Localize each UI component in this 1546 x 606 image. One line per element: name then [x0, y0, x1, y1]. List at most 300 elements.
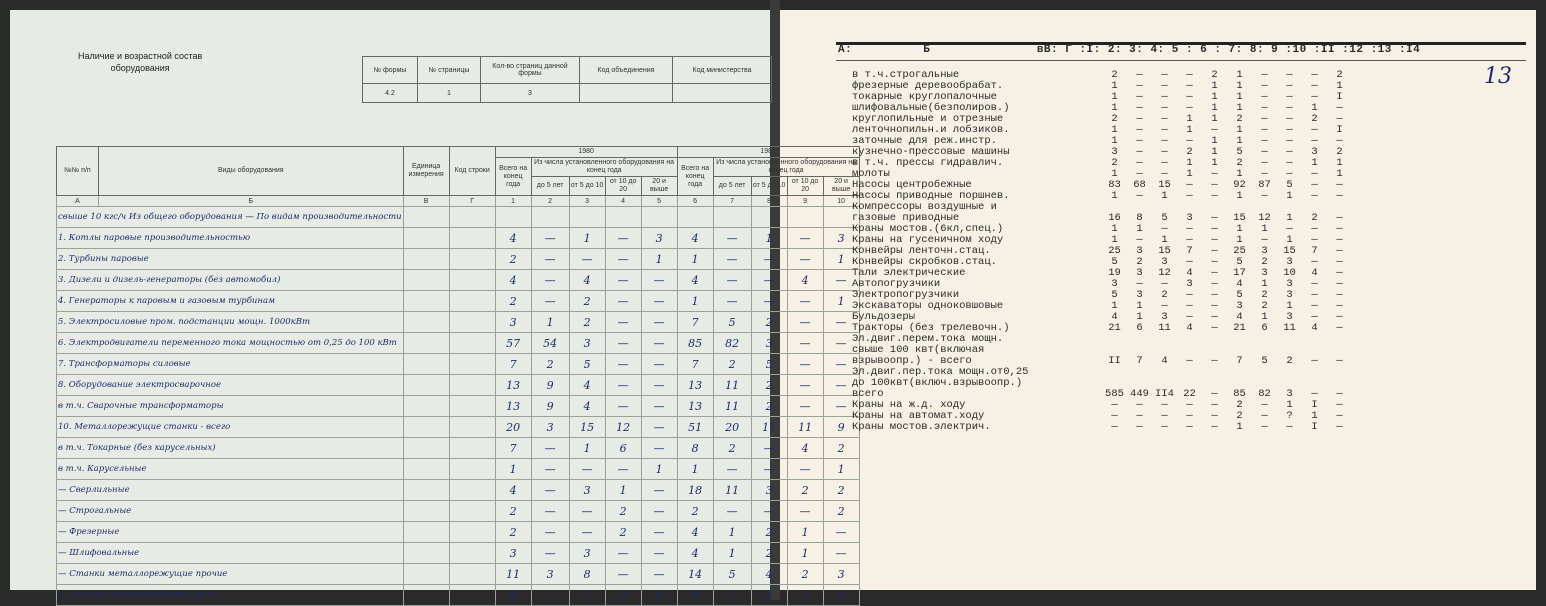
value-cell: 13 — [495, 396, 531, 417]
typed-value: — — [1311, 124, 1318, 136]
value-cell: — — [713, 249, 751, 270]
typed-value: 21 — [1233, 322, 1246, 334]
typed-value: — — [1136, 278, 1143, 290]
value-cell: 2 — [495, 522, 531, 543]
ref-header-cell: Код объединения — [580, 57, 673, 84]
age-header: от 10 до 20 — [787, 177, 823, 196]
typed-value: 5 — [1236, 289, 1243, 301]
value-cell: 3 — [569, 543, 605, 564]
value-cell: 11 — [751, 417, 787, 438]
typed-value: 2 — [1136, 256, 1143, 268]
age-header: от 10 до 20 — [605, 177, 641, 196]
value-cell: 7 — [495, 354, 531, 375]
typed-row-label: Экскаваторы одноковшовые — [852, 300, 1004, 312]
typed-value: 15 — [1233, 212, 1246, 224]
typed-value: 4 — [1236, 311, 1243, 323]
form-title: Наличие и возрастной состав оборудования — [78, 51, 203, 73]
value-cell: 7 — [677, 312, 713, 333]
value-cell: — — [605, 333, 641, 354]
typed-value: 1 — [1111, 190, 1118, 202]
value-cell: 2 — [569, 312, 605, 333]
typed-value: 3 — [1261, 245, 1268, 257]
typed-value: — — [1286, 69, 1293, 81]
typed-value: 1 — [1236, 135, 1243, 147]
typed-value: — — [1286, 91, 1293, 103]
ref-value-cell: 4.2 — [363, 84, 418, 103]
typed-value: — — [1136, 157, 1143, 169]
typed-value: — — [1336, 289, 1343, 301]
value-cell: — — [531, 270, 569, 291]
empty-cell — [449, 522, 495, 543]
typed-value: 1 — [1136, 311, 1143, 323]
empty-cell — [449, 249, 495, 270]
value-cell: 11 — [495, 564, 531, 585]
typed-value: — — [1136, 91, 1143, 103]
typed-value: 82 — [1258, 388, 1271, 400]
value-cell: 1 — [787, 522, 823, 543]
value-cell: 1 — [713, 543, 751, 564]
typed-value: 1 — [1111, 91, 1118, 103]
value-cell: 2 — [495, 291, 531, 312]
age-header: 20 и выше — [641, 177, 677, 196]
typed-value: 1 — [1311, 157, 1318, 169]
typed-value: — — [1336, 223, 1343, 235]
value-cell: 1 — [677, 249, 713, 270]
value-cell: 4 — [677, 270, 713, 291]
value-cell: 2 — [495, 501, 531, 522]
value-cell: 4 — [495, 270, 531, 291]
typed-value: 4 — [1311, 322, 1318, 334]
typed-value: 2 — [1236, 113, 1243, 125]
row-label: 1. Котлы паровые производительностью — [57, 228, 404, 249]
typed-value — [1252, 367, 1277, 378]
empty-cell — [449, 228, 495, 249]
typed-value: I — [1311, 399, 1318, 411]
typed-value: 25 — [1233, 245, 1246, 257]
value-cell: — — [531, 249, 569, 270]
typed-value — [1152, 367, 1177, 378]
age-header: от 5 до 10 — [569, 177, 605, 196]
typed-value: — — [1161, 399, 1168, 411]
value-cell: — — [605, 249, 641, 270]
value-cell: — — [823, 333, 859, 354]
typed-value: — — [1136, 113, 1143, 125]
typed-value: — — [1261, 124, 1268, 136]
typed-value: 7 — [1236, 355, 1243, 367]
value-cell: — — [787, 459, 823, 480]
typed-value: — — [1186, 289, 1193, 301]
value-cell: 7 — [495, 438, 531, 459]
value-cell: — — [641, 396, 677, 417]
typed-value: 1 — [1111, 168, 1118, 180]
value-cell: — — [569, 585, 605, 606]
typed-value: 1 — [1236, 80, 1243, 92]
typed-value: — — [1261, 399, 1268, 411]
typed-value: 8 — [1136, 212, 1143, 224]
value-cell: 9 — [677, 585, 713, 606]
typed-value: 83 — [1108, 179, 1121, 191]
value-cell: — — [531, 543, 569, 564]
empty-cell — [403, 333, 449, 354]
value-cell: — — [641, 417, 677, 438]
typed-value: — — [1211, 179, 1218, 191]
typed-value: I — [1311, 421, 1318, 433]
value-cell: 5 — [713, 312, 751, 333]
typed-value: — — [1211, 223, 1218, 235]
typed-value: — — [1136, 168, 1143, 180]
typed-row-label: заточные для реж.инстр. — [852, 135, 997, 147]
typed-value: 1 — [1111, 223, 1118, 235]
typed-value: 3 — [1311, 146, 1318, 158]
typed-value: — — [1336, 135, 1343, 147]
typed-row-label: в т.ч. прессы гидравлич. — [852, 157, 1004, 169]
value-cell: — — [641, 438, 677, 459]
value-cell: — — [787, 312, 823, 333]
empty-cell — [403, 228, 449, 249]
empty-cell — [403, 459, 449, 480]
typed-value: 16 — [1108, 212, 1121, 224]
typed-value: — — [1186, 179, 1193, 191]
value-cell — [751, 207, 787, 228]
typed-row-label: круглопильные и отрезные — [852, 113, 1004, 125]
value-cell: 1 — [823, 291, 859, 312]
empty-cell — [449, 333, 495, 354]
typed-value: — — [1286, 223, 1293, 235]
typed-value: — — [1161, 135, 1168, 147]
typed-value: 2 — [1261, 256, 1268, 268]
typed-value: — — [1311, 289, 1318, 301]
value-cell: — — [641, 333, 677, 354]
typed-value: — — [1211, 245, 1218, 257]
column-letters-header: A: Б вВ: Г :I: 2: 3: 4: 5 : 6 : 7: 8: 9 :10 :II :12 :13 :I4 — [838, 44, 1421, 56]
ref-header-cell: Кол-во страниц данной формы — [481, 57, 580, 84]
typed-value: 6 — [1261, 322, 1268, 334]
col-unit-header: Единица измерения — [403, 147, 449, 196]
typed-value — [1202, 334, 1227, 345]
typed-row-label: Компрессоры воздушные и — [852, 201, 997, 213]
value-cell — [641, 207, 677, 228]
value-cell: 4 — [569, 270, 605, 291]
typed-value: — — [1336, 267, 1343, 279]
typed-value: — — [1261, 168, 1268, 180]
typed-value: — — [1211, 278, 1218, 290]
typed-row-label: Тали электрические — [852, 267, 966, 279]
empty-cell — [403, 354, 449, 375]
typed-value: — — [1186, 102, 1193, 114]
column-letter: 1 — [495, 196, 531, 207]
value-cell: 2 — [713, 354, 751, 375]
typed-value: 2 — [1311, 212, 1318, 224]
value-cell: 3 — [751, 333, 787, 354]
typed-value: 3 — [1136, 245, 1143, 257]
empty-cell — [449, 291, 495, 312]
value-cell: 4 — [787, 270, 823, 291]
column-letter: 3 — [569, 196, 605, 207]
typed-value: 5 — [1261, 355, 1268, 367]
value-cell: 8 — [677, 438, 713, 459]
typed-value: — — [1211, 300, 1218, 312]
value-cell: — — [569, 501, 605, 522]
value-cell: 9 — [823, 417, 859, 438]
value-cell: 3 — [823, 564, 859, 585]
typed-value: 11 — [1283, 322, 1296, 334]
typed-value — [1177, 367, 1202, 378]
typed-value: — — [1311, 179, 1318, 191]
value-cell: 3 — [569, 333, 605, 354]
typed-value: I — [1336, 91, 1343, 103]
value-cell: 14 — [677, 564, 713, 585]
column-letter: 10 — [823, 196, 859, 207]
value-cell: 3 — [823, 228, 859, 249]
value-cell — [787, 207, 823, 228]
table-row — [57, 501, 860, 522]
typed-value — [1327, 367, 1352, 378]
value-cell — [713, 207, 751, 228]
empty-cell — [449, 207, 495, 228]
value-cell: 4 — [569, 375, 605, 396]
typed-value: 1 — [1161, 190, 1168, 202]
typed-row-label: Краны на автомат.ходу — [852, 410, 985, 422]
typed-row-label: Краны мостов.(6кл,спец.) — [852, 223, 1004, 235]
value-cell: — — [823, 354, 859, 375]
value-cell: 3 — [787, 585, 823, 606]
typed-value: — — [1286, 168, 1293, 180]
typed-value: — — [1286, 113, 1293, 125]
value-cell: — — [569, 459, 605, 480]
empty-cell — [403, 312, 449, 333]
typed-value: 1 — [1236, 190, 1243, 202]
typed-value: — — [1161, 157, 1168, 169]
typed-row-label: Конвейры скробков.стац. — [852, 256, 997, 268]
empty-cell — [403, 417, 449, 438]
table-row — [57, 564, 860, 585]
value-cell: — — [641, 354, 677, 375]
value-cell: 4 — [787, 438, 823, 459]
typed-value: — — [1211, 421, 1218, 433]
typed-row — [852, 422, 1352, 433]
typed-value: — — [1136, 410, 1143, 422]
value-cell: 1 — [605, 480, 641, 501]
value-cell: 2 — [531, 354, 569, 375]
typed-value: 7 — [1186, 245, 1193, 257]
empty-cell — [449, 396, 495, 417]
typed-value: — — [1261, 190, 1268, 202]
typed-value: 5 — [1161, 212, 1168, 224]
typed-value: — — [1136, 399, 1143, 411]
typed-value: 1 — [1236, 421, 1243, 433]
typed-value: — — [1161, 168, 1168, 180]
empty-cell — [449, 564, 495, 585]
typed-value: — — [1186, 410, 1193, 422]
typed-value: — — [1336, 256, 1343, 268]
typed-value: 1 — [1136, 300, 1143, 312]
typed-value: — — [1186, 91, 1193, 103]
typed-value: 1 — [1236, 223, 1243, 235]
typed-value: 68 — [1133, 179, 1146, 191]
table-row — [57, 480, 860, 501]
typed-value: — — [1336, 102, 1343, 114]
value-cell: — — [787, 354, 823, 375]
value-cell: 2 — [677, 501, 713, 522]
typed-row-label: свыше 100 квт(включая — [852, 344, 985, 356]
row-label: — Шлифовальные — [57, 543, 404, 564]
typed-value — [1302, 367, 1327, 378]
row-label: 10. Металлорежущие станки - всего — [57, 417, 404, 438]
typed-row-label: всего — [852, 388, 884, 400]
value-cell: 15 — [569, 417, 605, 438]
value-cell: 20 — [713, 417, 751, 438]
column-letter: 6 — [677, 196, 713, 207]
typed-value: 2 — [1161, 289, 1168, 301]
value-cell: 3 — [641, 228, 677, 249]
typed-value: — — [1336, 399, 1343, 411]
typed-value: 2 — [1336, 146, 1343, 158]
value-cell: — — [751, 459, 787, 480]
row-label: — Фрезерные — [57, 522, 404, 543]
typed-value: II4 — [1155, 388, 1174, 400]
table-row — [57, 333, 860, 354]
value-cell: — — [531, 501, 569, 522]
value-cell: 4 — [495, 480, 531, 501]
table-row — [57, 270, 860, 291]
typed-row-label: фрезерные деревообрабат. — [852, 80, 1004, 92]
empty-cell — [449, 375, 495, 396]
value-cell: 82 — [713, 333, 751, 354]
typed-value: 1 — [1236, 91, 1243, 103]
empty-cell — [403, 564, 449, 585]
value-cell: 11 — [713, 396, 751, 417]
value-cell: 1 — [641, 459, 677, 480]
typed-value — [1227, 367, 1252, 378]
empty-cell — [449, 312, 495, 333]
value-cell: — — [531, 522, 569, 543]
typed-value: 4 — [1111, 311, 1118, 323]
typed-value: 1 — [1211, 157, 1218, 169]
value-cell: — — [531, 438, 569, 459]
typed-value: — — [1211, 311, 1218, 323]
typed-value: — — [1136, 80, 1143, 92]
typed-value: 21 — [1108, 322, 1121, 334]
typed-value: — — [1211, 212, 1218, 224]
typed-value: — — [1136, 124, 1143, 136]
typed-row-label: газовые приводные — [852, 212, 960, 224]
typed-value: — — [1311, 91, 1318, 103]
value-cell: 4 — [751, 564, 787, 585]
value-cell: — — [641, 375, 677, 396]
row-label: — Сверлильные — [57, 480, 404, 501]
empty-cell — [403, 522, 449, 543]
typed-value — [1327, 334, 1352, 345]
empty-cell — [403, 543, 449, 564]
value-cell — [677, 207, 713, 228]
typed-value: 449 — [1130, 388, 1149, 400]
typed-value: 3 — [1111, 146, 1118, 158]
empty-cell — [403, 207, 449, 228]
table-row — [57, 585, 860, 606]
typed-value: 1 — [1211, 146, 1218, 158]
typed-value: — — [1311, 278, 1318, 290]
typed-row-label: Эл.двиг.пер.тока мощн.от0,25 — [852, 366, 1029, 378]
typed-value: 2 — [1261, 300, 1268, 312]
typed-value: — — [1311, 190, 1318, 202]
typed-value: — — [1261, 113, 1268, 125]
typed-value: 2 — [1111, 113, 1118, 125]
typed-value — [1102, 334, 1127, 345]
typed-value: — — [1161, 124, 1168, 136]
value-cell: 3 — [751, 480, 787, 501]
typed-value: 1 — [1336, 168, 1343, 180]
typed-row-label: Тракторы (без трелевочн.) — [852, 322, 1010, 334]
value-cell: — — [713, 291, 751, 312]
typed-value: 1 — [1161, 234, 1168, 246]
group-header-1980: Из числа установленного оборудования на конец года — [531, 158, 677, 177]
value-cell: — — [787, 249, 823, 270]
typed-value: 1 — [1186, 157, 1193, 169]
typed-value: — — [1286, 157, 1293, 169]
typed-value: 6 — [1136, 322, 1143, 334]
typed-value: 3 — [1286, 289, 1293, 301]
typed-value: 10 — [1283, 267, 1296, 279]
typed-value: — — [1286, 102, 1293, 114]
typed-value: — — [1261, 421, 1268, 433]
typed-value: 1 — [1186, 113, 1193, 125]
typed-value: 2 — [1236, 399, 1243, 411]
form-reference-table — [362, 56, 772, 103]
typed-value: — — [1311, 168, 1318, 180]
typed-value: 1 — [1261, 278, 1268, 290]
typed-value: 1 — [1286, 212, 1293, 224]
typed-value: 15 — [1158, 245, 1171, 257]
typed-row-label: Краны на ж.д. ходу — [852, 399, 966, 411]
value-cell: 2 — [751, 375, 787, 396]
typed-value: — — [1261, 234, 1268, 246]
value-cell: — — [751, 291, 787, 312]
typed-value: — — [1186, 311, 1193, 323]
typed-value: — — [1311, 69, 1318, 81]
row-label: 5. Электросиловые пром. подстанции мощн. 1000кВт — [57, 312, 404, 333]
typed-value: — — [1136, 102, 1143, 114]
value-cell: — — [713, 501, 751, 522]
row-label: 4. Генераторы к паровым и газовым турбинам — [57, 291, 404, 312]
value-cell: 1 — [787, 543, 823, 564]
typed-value: — — [1311, 300, 1318, 312]
age-header: до 5 лет — [531, 177, 569, 196]
typed-value: — — [1286, 80, 1293, 92]
typed-value: 4 — [1186, 322, 1193, 334]
empty-cell — [403, 501, 449, 522]
value-cell: — — [605, 354, 641, 375]
value-cell: — — [605, 228, 641, 249]
empty-cell — [449, 543, 495, 564]
typed-row-label: взрывоопр.) - всего — [852, 355, 972, 367]
typed-value: — — [1136, 421, 1143, 433]
value-cell: 1 — [569, 438, 605, 459]
value-cell — [531, 207, 569, 228]
value-cell: 3 — [569, 480, 605, 501]
typed-value: — — [1261, 69, 1268, 81]
typed-value: — — [1186, 234, 1193, 246]
typed-value: — — [1336, 234, 1343, 246]
typed-value: 19 — [1108, 267, 1121, 279]
typed-value: — — [1261, 80, 1268, 92]
value-cell: 12 — [605, 417, 641, 438]
value-cell: 1 — [531, 312, 569, 333]
typed-value: — — [1136, 190, 1143, 202]
value-cell: — — [751, 438, 787, 459]
value-cell: 13 — [677, 375, 713, 396]
typed-row-label: Бульдозеры — [852, 311, 916, 323]
row-label: — Строгальные — [57, 501, 404, 522]
